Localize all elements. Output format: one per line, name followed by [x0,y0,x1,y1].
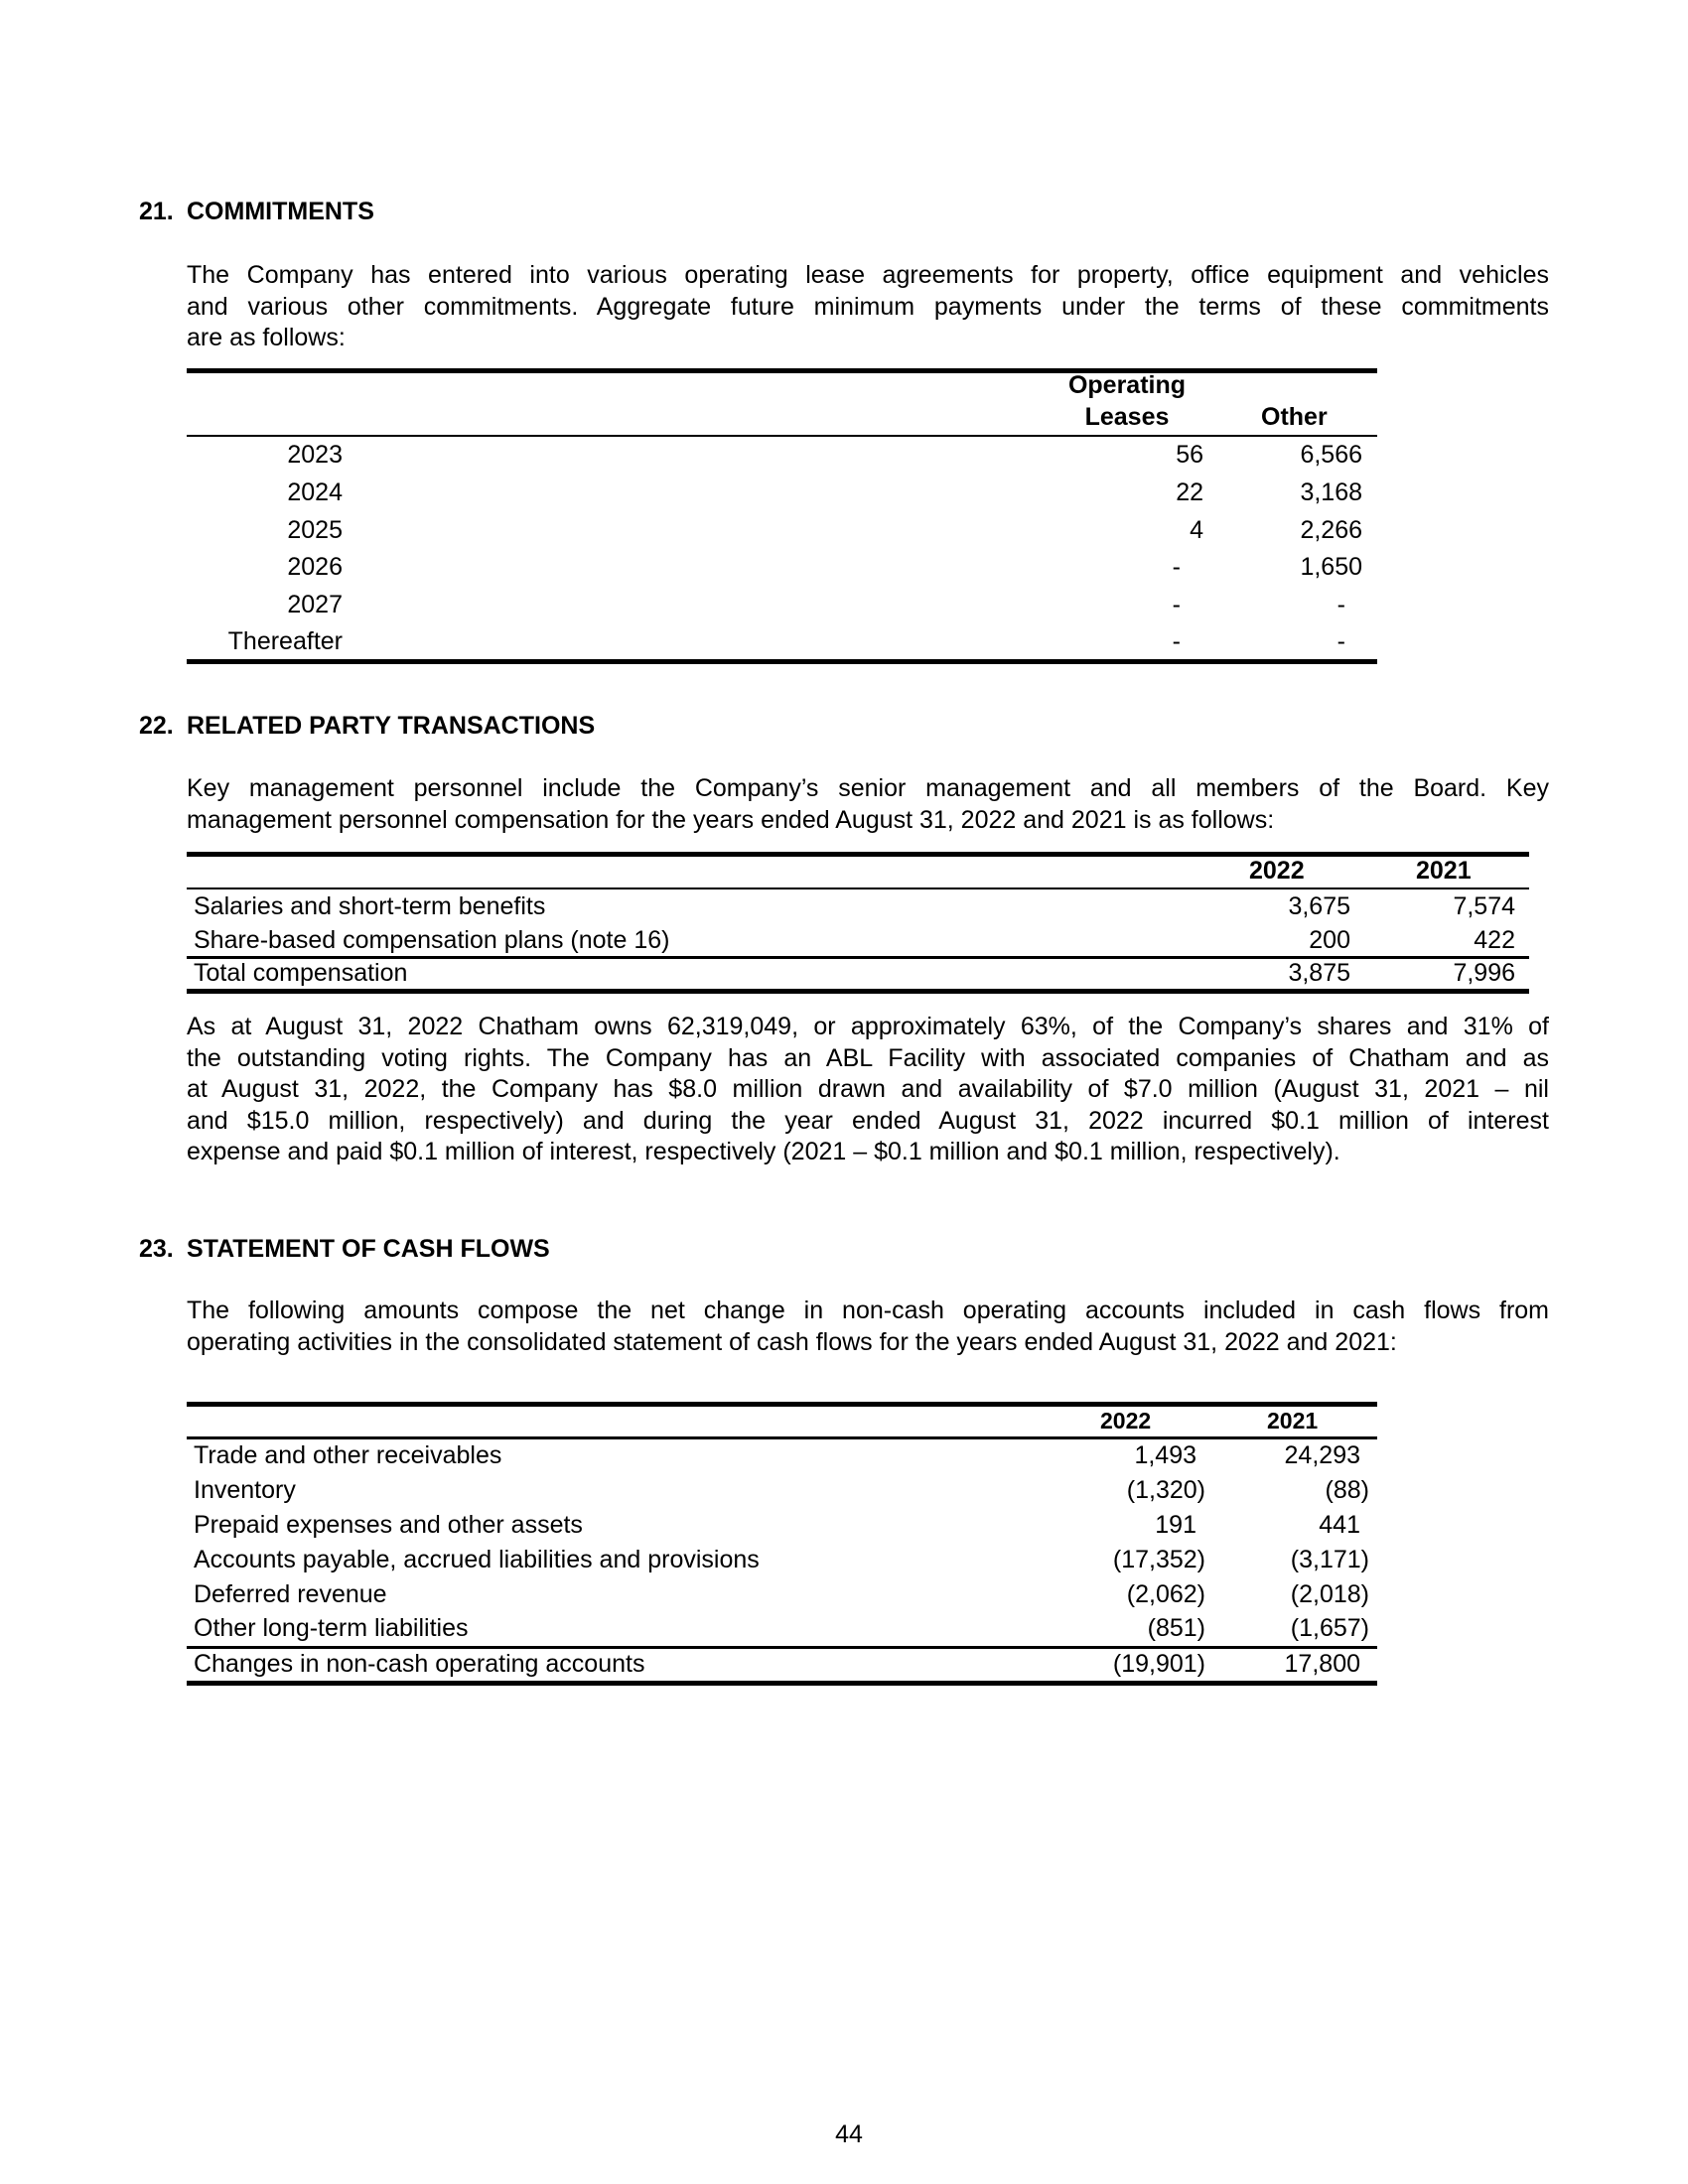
table-cell-2021: (3,171) [1290,1546,1369,1573]
column-header-2021: 2021 [1416,857,1472,885]
section-title: RELATED PARTY TRANSACTIONS [187,712,596,740]
table-row-label: Thereafter [227,627,343,655]
table-row-label: Salaries and short-term benefits [194,892,546,920]
paragraph-line: the outstanding voting rights. The Company has an ABL Facility with associated companies of Chatham and as [187,1043,1549,1072]
table-header-rule [187,435,1377,437]
column-header-2021: 2021 [1267,1408,1319,1433]
total-cell-2022: (19,901) [1112,1650,1205,1678]
column-header-operating-leases-line1: Operating [1067,371,1187,399]
table-cell-operating-leases: 22 [1176,478,1203,506]
total-cell-2022: 3,875 [1288,959,1350,987]
table-row-label: Deferred revenue [194,1580,387,1608]
paragraph-line: and various other commitments. Aggregate future minimum payments under the terms of these commitments [187,292,1549,321]
total-row-label: Changes in non-cash operating accounts [194,1650,645,1678]
table-row-label: Inventory [194,1476,296,1504]
table-cell-2022: 191 [1155,1511,1196,1539]
paragraph-line: at August 31, 2022, the Company has $8.0 million drawn and availability of $7.0 million (August 31, 2021 – nil [187,1075,1549,1103]
table-cell-other: - [1336,591,1345,618]
table-cell-2022: 3,675 [1288,892,1350,920]
column-header-operating-leases-line2: Leases [1084,403,1170,431]
column-header-2022: 2022 [1100,1408,1152,1433]
table-cell-2022: (1,320) [1126,1476,1205,1504]
paragraph-line: management personnel compensation for the years ended August 31, 2022 and 2021 is as follows: [187,805,1275,834]
table-row-label: 2025 [287,516,343,544]
paragraph-line: The Company has entered into various operating lease agreements for property, office equipment and vehicles [187,261,1549,289]
section-22-paragraph-2 [187,1012,1549,1168]
table-cell-2021: (88) [1325,1476,1369,1504]
table-row-label: 2026 [287,553,343,581]
section-title: STATEMENT OF CASH FLOWS [187,1235,550,1263]
table-row-label: Trade and other receivables [194,1441,502,1469]
section-title: COMMITMENTS [187,198,374,225]
table-cell-other: 2,266 [1300,516,1362,544]
section-number: 21. [139,198,174,225]
section-number: 23. [139,1235,174,1263]
column-header-2022: 2022 [1249,857,1305,885]
table-row-label: 2024 [287,478,343,506]
table-cell-2022: (17,352) [1112,1546,1205,1573]
table-bottom-rule [187,659,1377,664]
section-number: 22. [139,712,174,740]
table-row-label: Prepaid expenses and other assets [194,1511,583,1539]
table-cell-other: 3,168 [1300,478,1362,506]
section-22-paragraph [187,773,1549,836]
table-cell-other: - [1336,627,1345,655]
table-row-label: Share-based compensation plans (note 16) [194,926,670,954]
paragraph-line: Key management personnel include the Company’s senior management and all members of the Board. Key [187,774,1549,802]
column-header-other: Other [1261,403,1328,431]
table-cell-2021: 422 [1474,926,1515,954]
table-cell-other: 6,566 [1300,441,1362,469]
table-cell-2021: (1,657) [1290,1614,1369,1642]
paragraph-line: As at August 31, 2022 Chatham owns 62,319,049, or approximately 63%, of the Company’s shares and 31% of [187,1013,1549,1040]
paragraph-line: expense and paid $0.1 million of interest, respectively (2021 – $0.1 million and $0.1 million, respectively). [187,1138,1340,1165]
table-cell-2021: 441 [1319,1511,1360,1539]
table-row-label: Accounts payable, accrued liabilities and provisions [194,1546,760,1573]
table-cell-operating-leases: 4 [1190,516,1203,544]
section-23-paragraph [187,1296,1549,1358]
table-cell-2021: 7,574 [1453,892,1515,920]
table-bottom-rule [187,989,1529,994]
total-cell-2021: 7,996 [1453,959,1515,987]
table-cell-operating-leases: - [1172,591,1181,618]
section-21-paragraph [187,260,1549,354]
table-cell-2021: (2,018) [1290,1580,1369,1608]
table-cell-operating-leases: - [1172,627,1181,655]
table-top-rule [187,1402,1377,1407]
table-cell-operating-leases: 56 [1176,441,1203,469]
table-cell-2022: (2,062) [1126,1580,1205,1608]
table-row-label: 2027 [287,591,343,618]
paragraph-line: operating activities in the consolidated statement of cash flows for the years ended August 31, 2022 and 2021: [187,1327,1397,1356]
table-cell-2022: 1,493 [1134,1441,1196,1469]
paragraph-line: and $15.0 million, respectively) and during the year ended August 31, 2022 incurred $0.1 million of interest [187,1106,1549,1135]
table-cell-2021: 24,293 [1284,1441,1360,1469]
table-cell-2022: 200 [1309,926,1350,954]
total-cell-2021: 17,800 [1284,1650,1360,1678]
table-cell-2022: (851) [1147,1614,1205,1642]
table-header-rule [187,1436,1377,1439]
table-cell-operating-leases: - [1172,553,1181,581]
total-row-label: Total compensation [194,959,408,987]
table-cell-other: 1,650 [1300,553,1362,581]
table-header-rule [187,887,1529,889]
paragraph-line: are as follows: [187,324,346,351]
table-row-label: 2023 [287,441,343,469]
page-number: 44 [835,2120,863,2148]
table-bottom-rule [187,1681,1377,1686]
paragraph-line: The following amounts compose the net change in non-cash operating accounts included in cash flows from [187,1297,1549,1324]
table-top-rule [187,852,1529,857]
table-row-label: Other long-term liabilities [194,1614,469,1642]
